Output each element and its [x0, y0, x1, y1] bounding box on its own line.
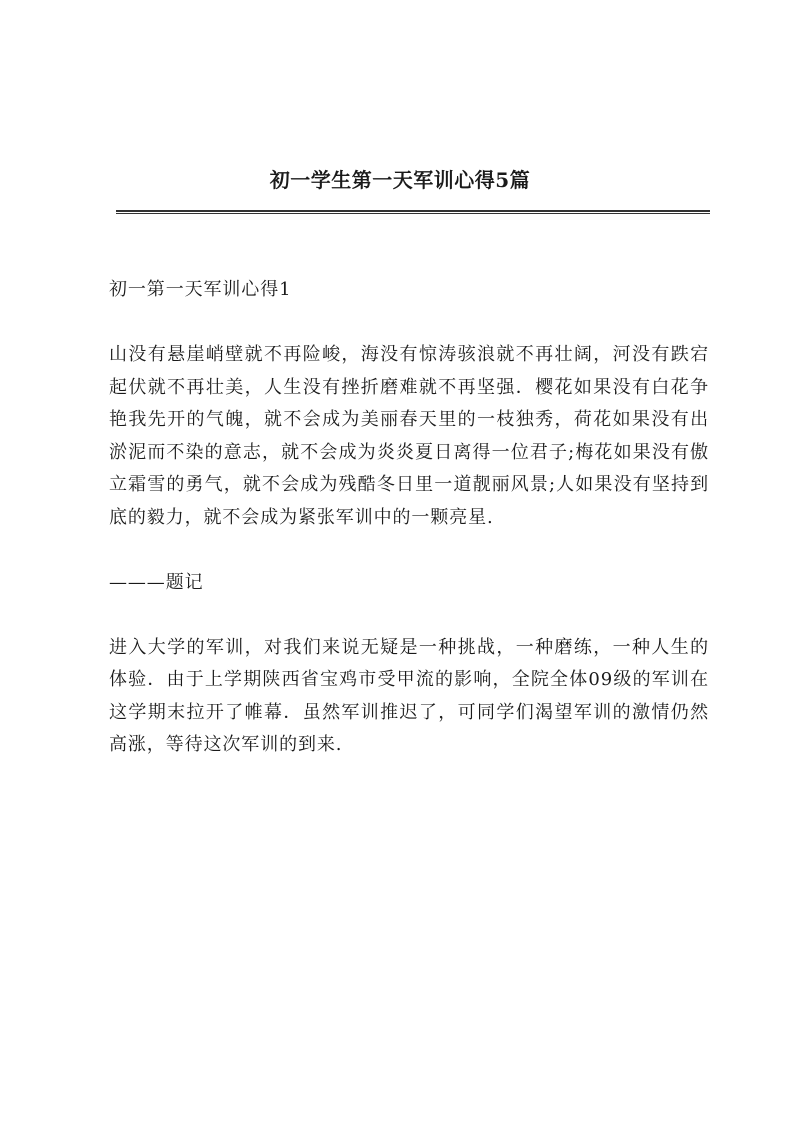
section-heading: 初一第一天军训心得1 [109, 279, 292, 300]
paragraph-intro: 山没有悬崖峭壁就不再险峻，海没有惊涛骇浪就不再壮阔，河没有跌宕起伏就不再壮美，人生没有挫折磨难就不再坚强．樱花如果没有白花争艳我先开的气魄，就不会成为美丽春天里的一枝独秀，荷花如果没有出淤泥而不染的意志，就不会成为炎炎夏日离得一位君子;梅花如果没有傲立霜雪的勇气，就不会成为残酷冬日里一道靓丽风景;人如果没有坚持到底的毅力，就不会成为紧张军训中的一颗亮星. [109, 344, 709, 528]
document-title: 初一学生第一天军训心得5篇 [269, 168, 531, 192]
paragraph-epigraph-attribution: ———题记 [109, 571, 204, 593]
paragraph-body: 进入大学的军训，对我们来说无疑是一种挑战，一种磨练，一种人生的体验．由于上学期陕西省宝鸡市受甲流的影响，全院全体09级的军训在这学期末拉开了帷幕．虽然军训推迟了，可同学们渴望军训的激情仍然高涨，等待这次军训的到来. [109, 636, 709, 755]
document-body [109, 274, 709, 794]
title-divider [116, 210, 710, 214]
